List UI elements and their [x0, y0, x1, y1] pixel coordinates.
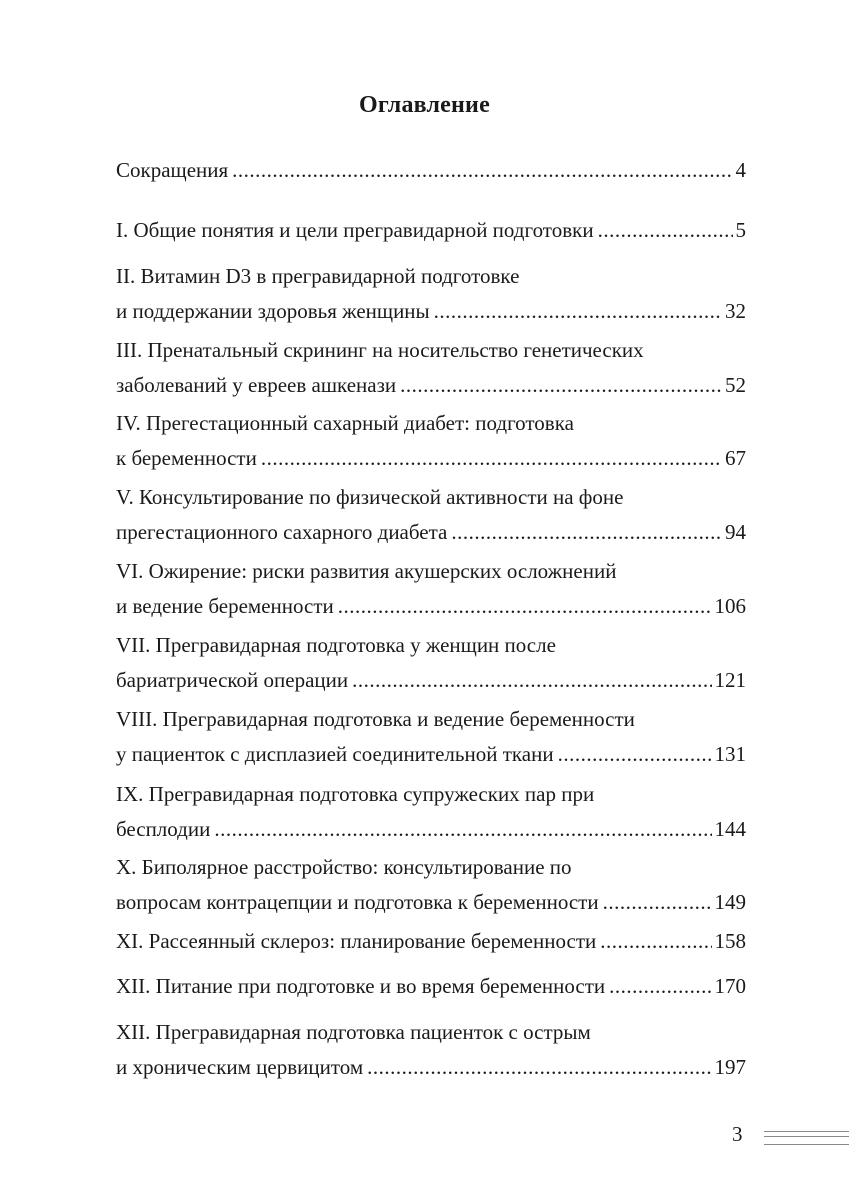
toc-entry-chapter-10[interactable]	[116, 850, 746, 920]
toc-entry-title: бариатрической операции	[116, 668, 349, 692]
dot-leader	[214, 812, 711, 847]
toc-entry-chapter-1[interactable]	[116, 213, 746, 248]
toc-entry-last-line	[116, 812, 746, 847]
toc-entry-title-line: IX. Прегравидарная подготовка супружеских пар при	[116, 782, 595, 806]
toc-entry-chapter-12[interactable]	[116, 969, 746, 1004]
toc-entry-last-line	[116, 1050, 746, 1085]
toc-entry-title-line: III. Пренатальный скрининг на носительство генетических	[116, 338, 644, 362]
toc-entry-page: 131	[714, 742, 746, 766]
toc-entry-page: 158	[714, 929, 746, 953]
toc-entry-title: к беременности	[116, 446, 257, 470]
toc-entry-chapter-4[interactable]	[116, 406, 746, 476]
toc-entry-title-line: II. Витамин D3 в прегравидарной подготовке	[116, 264, 520, 288]
toc-entry-chapter-9[interactable]	[116, 777, 746, 847]
toc-entry-page: 4	[735, 158, 746, 182]
toc-entry-chapter-8[interactable]	[116, 702, 746, 772]
toc-entry-page: 197	[714, 1055, 746, 1079]
toc-entry-title: и хроническим цервицитом	[116, 1055, 364, 1079]
toc-entry-last-line	[116, 924, 746, 959]
page-number-rule	[764, 1131, 849, 1145]
toc-entry-page: 144	[714, 817, 746, 841]
toc-entry-last-line	[116, 737, 746, 772]
toc-entry-page: 121	[714, 668, 746, 692]
toc-entry-title: I. Общие понятия и цели прегравидарной подготовки	[116, 218, 594, 242]
toc-entry-title: Сокращения	[116, 158, 229, 182]
toc-entry-page: 149	[714, 890, 746, 914]
toc-entry-page: 106	[714, 594, 746, 618]
toc-entry-last-line	[116, 515, 746, 550]
toc-entry-chapter-6[interactable]	[116, 554, 746, 624]
toc-entry-last-line	[116, 589, 746, 624]
dot-leader	[338, 589, 712, 624]
toc-entry-page: 170	[714, 974, 746, 998]
toc-entry-page: 67	[725, 446, 746, 470]
toc-entry-title-line: V. Консультирование по физической активности на фоне	[116, 485, 624, 509]
toc-entry-title-line: IV. Прегестационный сахарный диабет: подготовка	[116, 411, 574, 435]
toc-entry-chapter-3[interactable]	[116, 333, 746, 403]
toc-entry-title: вопросам контрацепции и подготовка к беременности	[116, 890, 599, 914]
toc-entry-title: XI. Рассеянный склероз: планирование беременности	[116, 929, 597, 953]
dot-leader	[434, 294, 722, 329]
toc-entry-title: у пациенток с дисплазией соединительной ткани	[116, 742, 554, 766]
toc-entry-chapter-11[interactable]	[116, 924, 746, 959]
toc-entry-title: и ведение беременности	[116, 594, 334, 618]
dot-leader	[451, 515, 722, 550]
toc-entry-abbreviations[interactable]	[116, 153, 746, 188]
dot-leader	[600, 924, 711, 959]
toc-entry-chapter-7[interactable]	[116, 628, 746, 698]
toc-entry-last-line	[116, 663, 746, 698]
toc-entry-title-line: VII. Прегравидарная подготовка у женщин после	[116, 633, 556, 657]
toc-entry-chapter-2[interactable]	[116, 259, 746, 329]
toc-entry-last-line	[116, 969, 746, 1004]
toc-entry-chapter-5[interactable]	[116, 480, 746, 550]
toc-entry-title-line: VI. Ожирение: риски развития акушерских осложнений	[116, 559, 617, 583]
toc-entry-last-line	[116, 213, 746, 248]
toc-entry-last-line	[116, 294, 746, 329]
toc-entry-title: бесплодии	[116, 817, 211, 841]
toc-entry-page: 5	[735, 218, 746, 242]
dot-leader	[352, 663, 711, 698]
dot-leader	[598, 213, 733, 248]
page-title: Оглавление	[359, 92, 490, 118]
toc-entry-last-line	[116, 885, 746, 920]
toc-entry-title: заболеваний у евреев ашкенази	[116, 373, 397, 397]
toc-entry-title: XII. Питание при подготовке и во время беременности	[116, 974, 606, 998]
toc-entry-page: 52	[725, 373, 746, 397]
dot-leader	[609, 969, 711, 1004]
toc-entry-chapter-13[interactable]	[116, 1015, 746, 1085]
toc-entry-title-line: X. Биполярное расстройство: консультирование по	[116, 855, 572, 879]
dot-leader	[367, 1050, 711, 1085]
dot-leader	[232, 153, 732, 188]
toc-entry-last-line	[116, 368, 746, 403]
toc-entry-title: и поддержании здоровья женщины	[116, 299, 430, 323]
toc-entry-last-line	[116, 441, 746, 476]
dot-leader	[261, 441, 722, 476]
dot-leader	[558, 737, 712, 772]
toc-entry-title-line: VIII. Прегравидарная подготовка и ведение беременности	[116, 707, 635, 731]
dot-leader	[603, 885, 712, 920]
toc-entry-page: 94	[725, 520, 746, 544]
toc-entry-title-line: XII. Прегравидарная подготовка пациенток с острым	[116, 1020, 591, 1044]
toc-entry-page: 32	[725, 299, 746, 323]
toc-entry-title: прегестационного сахарного диабета	[116, 520, 448, 544]
toc-entry-last-line	[116, 153, 746, 188]
page-number: 3	[732, 1122, 743, 1146]
dot-leader	[400, 368, 722, 403]
